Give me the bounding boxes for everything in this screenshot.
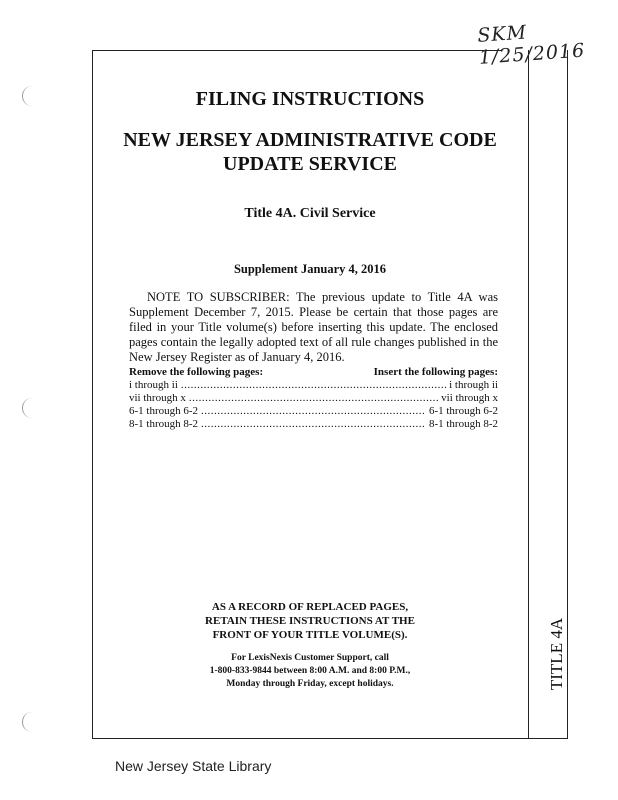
dot-leader — [201, 418, 426, 431]
punch-hole-mark — [22, 398, 35, 418]
remove-pages: 6-1 through 6-2 — [129, 405, 199, 417]
pages-table-header — [129, 366, 498, 379]
insert-pages: i through ii — [449, 379, 498, 391]
title-name: Title 4A. Civil Service — [244, 206, 376, 221]
library-stamp: New Jersey State Library — [115, 758, 272, 774]
dot-leader — [201, 405, 426, 418]
record-notice-line3: FRONT OF YOUR TITLE VOLUME(S). — [212, 629, 408, 641]
record-notice-line2: RETAIN THESE INSTRUCTIONS AT THE — [205, 615, 415, 627]
support-line3: Monday through Friday, except holidays. — [226, 679, 394, 689]
tab-divider — [528, 50, 529, 738]
punch-hole-mark — [22, 712, 35, 732]
insert-pages: 6-1 through 6-2 — [428, 405, 498, 417]
punch-hole-mark — [22, 86, 35, 106]
table-row — [129, 405, 498, 418]
customer-support — [92, 652, 528, 691]
code-heading — [92, 128, 528, 176]
insert-header: Insert the following pages: — [373, 366, 498, 378]
supplement-date: Supplement January 4, 2016 — [233, 262, 387, 276]
dot-leader — [189, 392, 438, 405]
code-heading-line1: NEW JERSEY ADMINISTRATIVE CODE — [123, 129, 497, 151]
title-tab-label: TITLE 4A — [547, 617, 566, 691]
remove-pages: vii through x — [129, 392, 186, 404]
support-line2: 1-800-833-9844 between 8:00 A.M. and 8:00 P.M., — [209, 666, 411, 676]
table-row — [129, 379, 498, 392]
table-row — [129, 392, 498, 405]
remove-header: Remove the following pages: — [129, 366, 264, 378]
note-to-subscriber: NOTE TO SUBSCRIBER: The previous update to Title 4A was Supplement December 7, 2015. Please be certain that those pages are filed in your Title volume(s) before inserting this update. The enclosed pages contain the legally adopted text of all rule changes published in the New Jersey Register as of January 4, 2016. — [129, 290, 498, 364]
record-notice — [92, 600, 528, 642]
remove-pages: 8-1 through 8-2 — [129, 418, 199, 430]
insert-pages: 8-1 through 8-2 — [428, 418, 498, 430]
record-notice-line1: AS A RECORD OF REPLACED PAGES, — [211, 601, 409, 613]
table-row — [129, 418, 498, 431]
insert-pages: vii through x — [441, 392, 498, 404]
pages-table — [129, 366, 498, 431]
dot-leader — [181, 379, 446, 392]
support-line1: For LexisNexis Customer Support, call — [231, 653, 389, 663]
filing-instructions-heading: FILING INSTRUCTIONS — [195, 88, 425, 110]
handwritten-annotation: SKM 1/25/2016 — [476, 21, 586, 69]
remove-pages: i through ii — [129, 379, 178, 391]
code-heading-line2: UPDATE SERVICE — [223, 153, 397, 175]
